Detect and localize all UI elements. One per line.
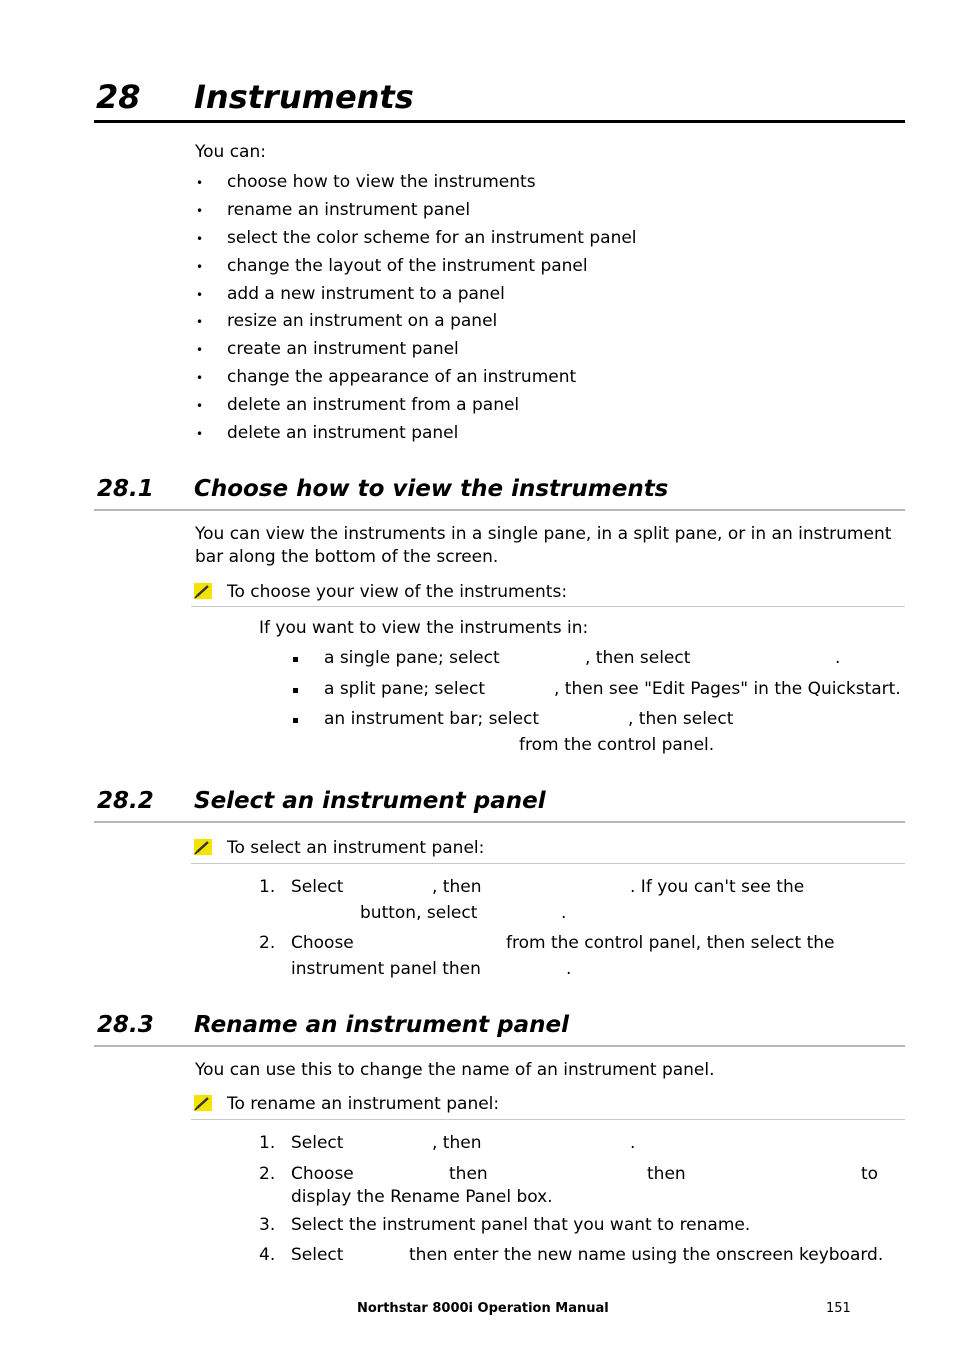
bullet-square xyxy=(293,718,298,723)
bullet-dot: • xyxy=(196,315,204,329)
task-rule xyxy=(191,606,905,607)
paragraph-line: bar along the bottom of the screen. xyxy=(195,547,499,567)
step-text: Select xyxy=(291,1133,344,1153)
option-text: , then select xyxy=(628,709,734,729)
option-text: , then select xyxy=(585,648,691,668)
step-text: then xyxy=(449,1164,488,1184)
bullet-dot: • xyxy=(196,343,204,357)
bullet-square xyxy=(293,657,298,662)
section-title: Choose how to view the instruments xyxy=(194,476,669,502)
task-heading: To rename an instrument panel: xyxy=(227,1094,500,1114)
bullet-dot: • xyxy=(196,399,204,413)
task-rule xyxy=(191,1119,905,1120)
step-text: then enter the new name using the onscreen keyboard. xyxy=(409,1245,884,1265)
step-number: 2. xyxy=(259,933,276,953)
section-number: 28.1 xyxy=(97,476,154,502)
option-text: an instrument bar; select xyxy=(324,709,540,729)
paragraph-line: You can use this to change the name of an instrument panel. xyxy=(195,1060,715,1080)
step-text: then xyxy=(647,1164,686,1184)
list-item: delete an instrument panel xyxy=(227,423,459,443)
step-text: . If you can't see the xyxy=(630,877,805,897)
section-title: Rename an instrument panel xyxy=(194,1012,569,1038)
section-title: Select an instrument panel xyxy=(194,788,546,814)
step-text: instrument panel then xyxy=(291,959,481,979)
step-text: button, select xyxy=(360,903,478,923)
intro-lead: You can: xyxy=(195,142,266,162)
page-number: 151 xyxy=(826,1301,851,1316)
step-text: Choose xyxy=(291,1164,354,1184)
step-number: 1. xyxy=(259,1133,276,1153)
step-text: . xyxy=(561,903,567,923)
section-rule xyxy=(94,821,905,823)
pencil-icon xyxy=(194,839,212,855)
step-text: , then xyxy=(432,877,482,897)
bullet-dot: • xyxy=(196,288,204,302)
step-number: 3. xyxy=(259,1215,276,1235)
section-rule xyxy=(94,1045,905,1047)
step-text: . xyxy=(630,1133,636,1153)
step-text: to xyxy=(861,1164,879,1184)
list-item: resize an instrument on a panel xyxy=(227,311,498,331)
bullet-dot: • xyxy=(196,260,204,274)
list-item: delete an instrument from a panel xyxy=(227,395,520,415)
step-text: Select xyxy=(291,877,344,897)
chapter-rule xyxy=(94,120,905,123)
step-text: from the control panel, then select the xyxy=(506,933,835,953)
list-item: change the appearance of an instrument xyxy=(227,367,577,387)
list-item: add a new instrument to a panel xyxy=(227,284,505,304)
section-number: 28.2 xyxy=(97,788,154,814)
option-text: , then see "Edit Pages" in the Quickstart. xyxy=(554,679,901,699)
bullet-dot: • xyxy=(196,371,204,385)
bullet-dot: • xyxy=(196,232,204,246)
step-text: Select xyxy=(291,1245,344,1265)
step-text: Select the instrument panel that you want to rename. xyxy=(291,1215,751,1235)
task-heading: To select an instrument panel: xyxy=(227,838,485,858)
option-text: from the control panel. xyxy=(519,735,715,755)
task-lead: If you want to view the instruments in: xyxy=(259,618,589,638)
footer-manual-title: Northstar 8000i Operation Manual xyxy=(357,1301,609,1316)
option-text: . xyxy=(835,648,841,668)
chapter-title: Instruments xyxy=(194,78,414,116)
bullet-dot: • xyxy=(196,427,204,441)
bullet-square xyxy=(293,688,298,693)
option-text: a single pane; select xyxy=(324,648,500,668)
chapter-number: 28 xyxy=(96,78,141,116)
step-text: display the Rename Panel box. xyxy=(291,1187,553,1207)
paragraph-line: You can view the instruments in a single pane, in a split pane, or in an instrument xyxy=(195,524,892,544)
step-text: Choose xyxy=(291,933,354,953)
step-number: 1. xyxy=(259,877,276,897)
list-item: rename an instrument panel xyxy=(227,200,471,220)
step-text: . xyxy=(566,959,572,979)
section-number: 28.3 xyxy=(97,1012,154,1038)
pencil-icon xyxy=(194,583,212,599)
bullet-dot: • xyxy=(196,204,204,218)
task-rule xyxy=(191,863,905,864)
list-item: create an instrument panel xyxy=(227,339,459,359)
pencil-icon xyxy=(194,1095,212,1111)
list-item: choose how to view the instruments xyxy=(227,172,536,192)
bullet-dot: • xyxy=(196,176,204,190)
task-heading: To choose your view of the instruments: xyxy=(227,582,568,602)
step-number: 2. xyxy=(259,1164,276,1184)
list-item: select the color scheme for an instrument panel xyxy=(227,228,637,248)
option-text: a split pane; select xyxy=(324,679,486,699)
step-number: 4. xyxy=(259,1245,276,1265)
list-item: change the layout of the instrument panel xyxy=(227,256,588,276)
step-text: , then xyxy=(432,1133,482,1153)
section-rule xyxy=(94,509,905,511)
